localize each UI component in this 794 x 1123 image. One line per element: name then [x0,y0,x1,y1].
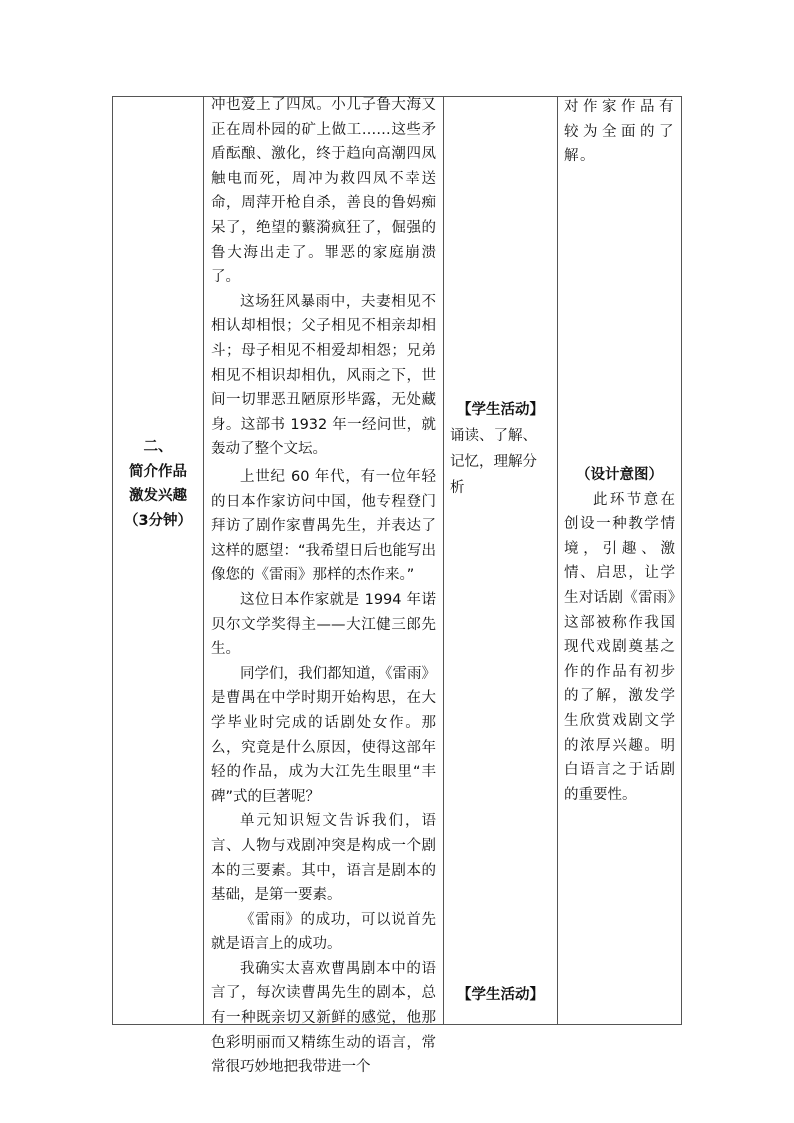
content-paragraph: 同学们，我们都知道，《雷雨》是曹禺在中学时期开始构思，在大学毕业时完成的话剧处女作。那么，究竟是什么原因，使得这部年轻的作品，成为大江先生眼里“丰碑”式的巨著呢？ [211,665,436,805]
content-paragraph: 这场狂风暴雨中，夫妻相见不相认却相恨；父子相见不相亲却相斗；母子相见不相爱却相怨；兄弟相见不相识却相仇，风雨之下，世间一切罪恶丑陋原形毕露，无处藏身。这部书 1932 年一经问世，就轰动了整个文坛。 [211,293,436,458]
student-activity-bottom [450,983,551,1008]
design-intent-label: （设计意图） [576,467,663,483]
section-title-line1: 简介作品 [129,463,187,480]
content-paragraph: 单元知识短文告诉我们，语言、人物与戏剧冲突是构成一个剧本的三要素。其中，语言是剧本的基础，是第一要素。 [211,813,436,904]
student-activity-label-2: 【学生活动】 [457,987,544,1003]
student-activity-label: 【学生活动】 [457,402,544,418]
design-intent-text: 此环节意在创设一种教学情境，引趣、激情、启思，让学生对话剧《雷雨》这部被称作我国现代戏剧奠基之作的作品有初步的了解，激发学生欣赏戏剧文学的浓厚兴趣。明白语言之于话剧的重要性。 [564,491,675,803]
design-intent-cell [558,97,683,1024]
student-activity-cell [444,97,557,1024]
section-duration: （3分钟） [123,512,193,529]
lesson-plan-table [112,96,682,1076]
content-block-2 [211,465,436,1080]
content-block-1 [211,93,436,462]
content-paragraph: 我确实太喜欢曹禺剧本中的语言了，每次读曹禺先生的剧本，总有一种既亲切又新鲜的感觉，他那色彩明丽而又精练生动的语言，常常很巧妙地把我带进一个 [211,960,436,1076]
design-summary-text: 对作家作品有较为全面的了解。 [564,99,675,165]
student-activity-text: 诵读、了解、记忆，理解分析 [450,427,537,496]
section-number: 二、 [143,439,173,455]
section-title-line2: 激发兴趣 [129,488,187,505]
content-cell [204,97,443,1076]
content-paragraph: 这位日本作家就是 1994 年诺贝尔文学奖得主——大江健三郎先生。 [211,591,436,658]
section-cell [113,97,203,1024]
content-paragraph: 冲也爱上了四凤。小儿子鲁大海又正在周朴园的矿上做工……这些矛盾酝酿、激化，终于趋向高潮四凤触电而死，周冲为救四凤不幸送命，周萍开枪自杀，善良的鲁妈痴呆了，绝望的蘩漪疯狂了，倔强的鲁大海出走了。罪恶的家庭崩溃了。 [211,97,436,286]
design-summary [564,95,675,169]
content-paragraph: 《雷雨》的成功，可以说首先就是语言上的成功。 [211,911,436,953]
student-activity-top [450,398,551,501]
design-intent [564,463,675,807]
section-heading [113,435,203,533]
content-paragraph: 上世纪 60 年代，有一位年轻的日本作家访问中国，他专程登门拜访了剧作家曹禺先生，并表达了这样的愿望：“我希望日后也能写出像您的《雷雨》那样的杰作来。” [211,469,437,584]
